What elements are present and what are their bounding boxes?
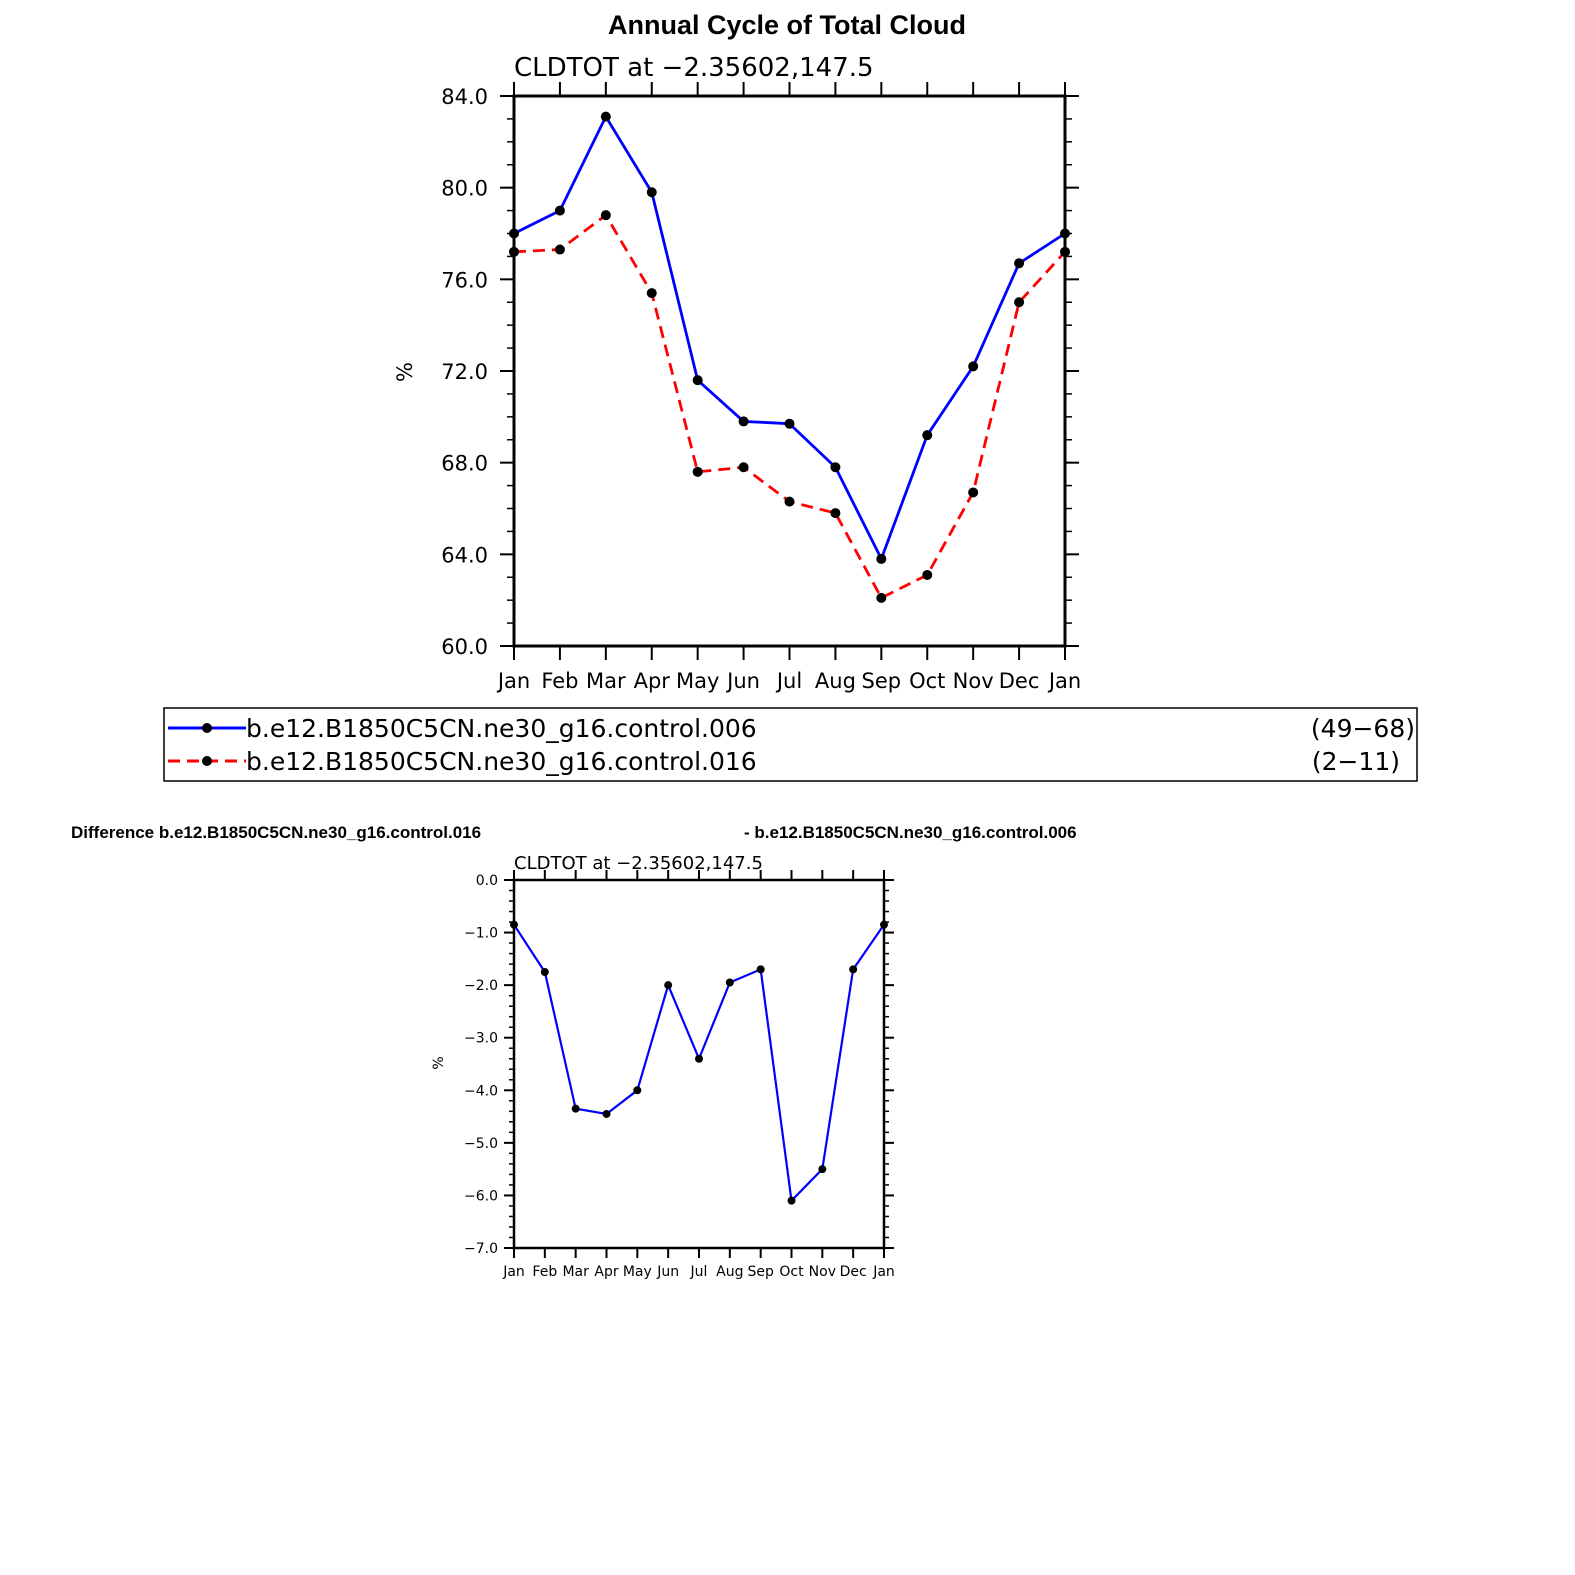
x-tick-label: Jan — [503, 1264, 525, 1280]
legend-entry-control-006 — [168, 714, 1415, 743]
x-tick-label: Jan — [1048, 669, 1082, 693]
x-tick-label: May — [622, 1264, 652, 1280]
data-point — [693, 467, 703, 477]
data-point — [647, 288, 657, 298]
y-tick-label: −2.0 — [464, 978, 498, 995]
x-tick-label: Dec — [839, 1264, 867, 1280]
chart-subtitle: CLDTOT at −2.35602,147.5 — [514, 853, 763, 874]
legend-marker-control-016 — [202, 756, 212, 766]
data-point — [785, 419, 795, 429]
data-point — [818, 1165, 826, 1173]
y-tick-label: −6.0 — [464, 1188, 498, 1205]
data-point — [1060, 229, 1070, 239]
y-tick-label: 0.0 — [475, 873, 498, 889]
x-tick-label: Oct — [779, 1264, 804, 1280]
data-point — [633, 1086, 641, 1094]
x-tick-label: Aug — [814, 669, 856, 693]
data-point — [876, 593, 886, 603]
data-point — [739, 416, 749, 426]
data-point — [968, 487, 978, 497]
x-tick-label: Jan — [873, 1264, 895, 1280]
y-tick-label: −3.0 — [464, 1030, 498, 1047]
y-tick-label: 80.0 — [441, 176, 488, 201]
x-tick-label: Aug — [716, 1264, 744, 1280]
x-tick-label: Jun — [657, 1264, 680, 1280]
y-axis-label: % — [393, 362, 417, 382]
data-point — [541, 968, 549, 976]
data-point — [968, 361, 978, 371]
x-tick-label: Mar — [562, 1264, 589, 1280]
data-point — [788, 1197, 796, 1205]
x-tick-label: Jan — [497, 669, 531, 693]
legend-range-control-006: (49−68) — [1310, 714, 1415, 743]
figure-title: Annual Cycle of Total Cloud — [607, 10, 967, 40]
data-point — [664, 981, 672, 989]
y-axis-label: % — [431, 1056, 447, 1070]
x-tick-label: Feb — [532, 1264, 558, 1280]
legend-label-control-016: b.e12.B1850C5CN.ne30_g16.control.016 — [246, 747, 757, 776]
x-tick-label: Mar — [586, 669, 626, 693]
x-tick-label: Sep — [747, 1264, 774, 1280]
data-point — [726, 979, 734, 987]
x-tick-label: Apr — [594, 1264, 619, 1280]
data-point — [757, 965, 765, 973]
legend-entry-control-016 — [168, 747, 1400, 776]
y-tick-label: −5.0 — [464, 1135, 498, 1152]
x-tick-label: Apr — [633, 669, 670, 693]
y-tick-label: −7.0 — [464, 1241, 498, 1257]
data-point — [601, 210, 611, 220]
y-tick-label: 72.0 — [441, 360, 488, 384]
cloud-difference-chart — [431, 853, 895, 1280]
data-point — [572, 1105, 580, 1113]
y-tick-label: 84.0 — [441, 85, 488, 109]
legend — [164, 708, 1417, 781]
data-point — [601, 112, 611, 122]
difference-title-left: Difference b.e12.B1850C5CN.ne30_g16.control.016 — [71, 823, 482, 842]
data-point — [922, 570, 932, 580]
x-tick-label: Dec — [998, 669, 1040, 693]
data-point — [647, 187, 657, 197]
x-tick-label: May — [675, 669, 720, 693]
data-point — [880, 921, 888, 929]
y-tick-label: 68.0 — [441, 451, 488, 476]
chart-subtitle: CLDTOT at −2.35602,147.5 — [514, 53, 874, 83]
x-tick-label: Nov — [952, 669, 994, 693]
x-tick-label: Oct — [909, 669, 946, 693]
series-line-2 — [514, 215, 1065, 598]
y-tick-label: 76.0 — [441, 268, 488, 293]
y-tick-label: −1.0 — [464, 925, 498, 942]
x-tick-label: Jun — [727, 669, 760, 693]
legend-range-control-016: (2−11) — [1311, 747, 1400, 776]
x-tick-label: Feb — [541, 669, 579, 693]
x-tick-label: Nov — [808, 1264, 836, 1280]
cloud-annual-cycle-chart — [393, 53, 1081, 693]
data-point — [922, 430, 932, 440]
data-point — [603, 1110, 611, 1118]
series-line-1 — [514, 117, 1065, 559]
plot-frame — [514, 880, 884, 1248]
data-point — [555, 206, 565, 216]
data-point — [693, 375, 703, 385]
y-tick-label: 64.0 — [441, 543, 488, 568]
data-point — [509, 229, 519, 239]
legend-marker-control-006 — [202, 723, 212, 733]
data-point — [876, 554, 886, 564]
data-point — [695, 1055, 703, 1063]
data-point — [510, 921, 518, 929]
data-point — [785, 497, 795, 507]
x-tick-label: Sep — [861, 669, 902, 693]
data-point — [1060, 247, 1070, 257]
legend-label-control-006: b.e12.B1850C5CN.ne30_g16.control.006 — [246, 714, 757, 743]
difference-title-right: - b.e12.B1850C5CN.ne30_g16.control.006 — [744, 823, 1077, 842]
data-point — [1014, 297, 1024, 307]
data-point — [849, 965, 857, 973]
x-tick-label: Jul — [776, 669, 803, 693]
data-point — [830, 462, 840, 472]
data-point — [555, 245, 565, 255]
data-point — [509, 247, 519, 257]
data-point — [1014, 258, 1024, 268]
data-point — [739, 462, 749, 472]
y-tick-label: −4.0 — [464, 1083, 498, 1100]
data-point — [830, 508, 840, 518]
y-tick-label: 60.0 — [441, 635, 488, 659]
x-tick-label: Jul — [690, 1264, 708, 1280]
plot-frame — [514, 96, 1065, 646]
